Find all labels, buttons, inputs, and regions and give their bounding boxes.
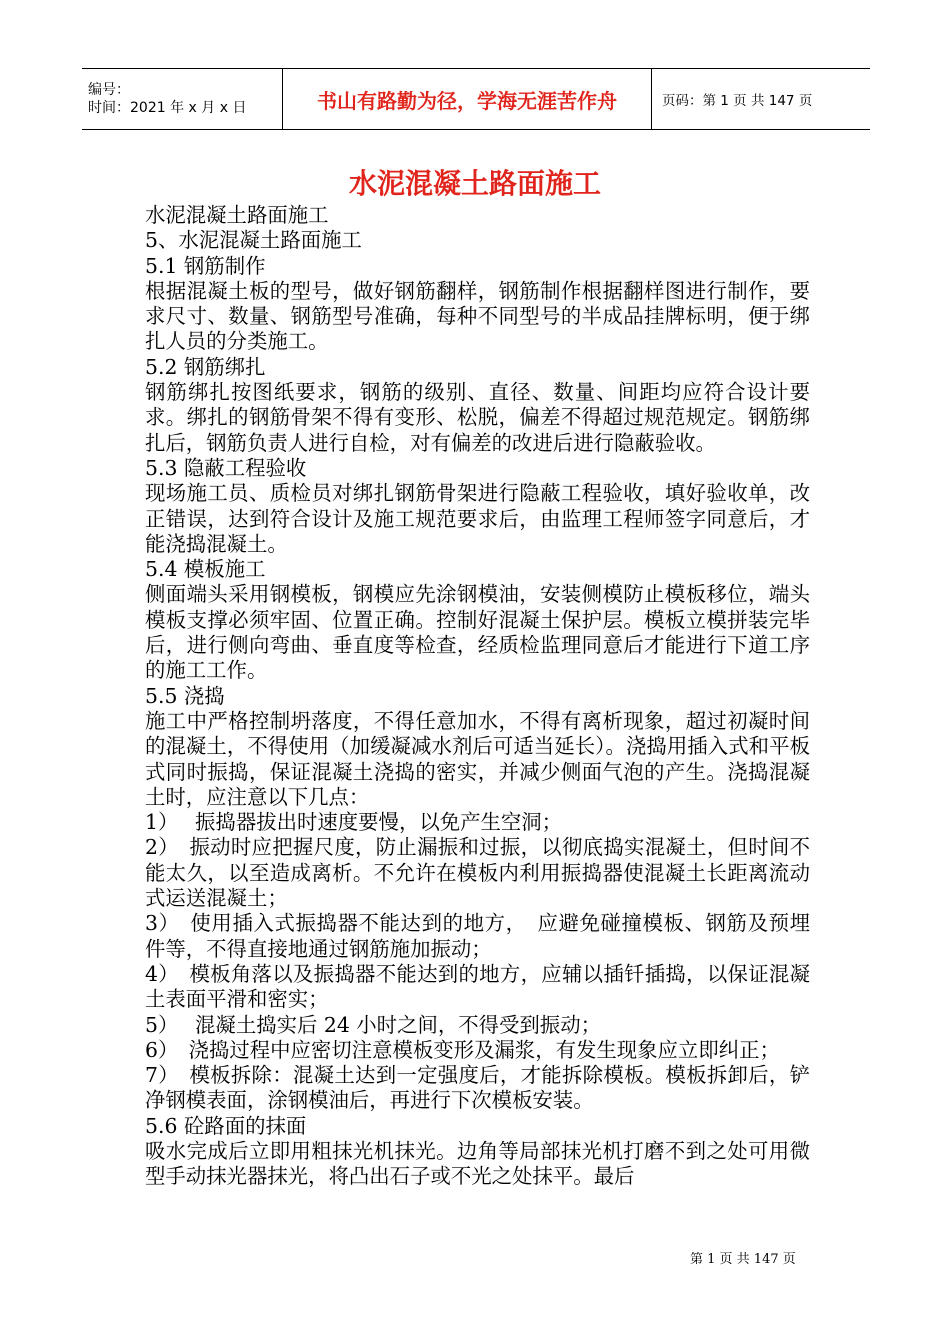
paragraph: 吸水完成后立即用粗抹光机抹光。边角等局部抹光机打磨不到之处可用微型手动抹光器抹光，将凸出石子或不光之处抹平。最后 [145,1138,810,1189]
header-meta [82,69,282,129]
list-item: 1） 振捣器拔出时速度要慢，以免产生空洞； [145,810,563,835]
doc-date-label: 时间：2021 年 x 月 x 日 [88,100,247,116]
section-heading: 5.3 隐蔽工程验收 [145,455,307,480]
motto-text: 书山有路勤为径，学海无涯苦作舟 [317,88,617,113]
header-motto [282,69,652,129]
document-title: 水泥混凝土路面施工 [348,167,601,200]
section-heading: 5.4 模板施工 [145,557,266,582]
list-item: 6） 浇捣过程中应密切注意模板变形及漏浆，有发生现象应立即纠正； [145,1037,780,1062]
page-header [82,68,870,130]
list-item: 7） 模板拆除：混凝土达到一定强度后，才能拆除模板。模板拆卸后，铲净钢模表面，涂钢模油后，再进行下次模板安装。 [145,1063,810,1113]
section-heading: 5.1 钢筋制作 [145,253,266,278]
section-heading: 5.6 砼路面的抹面 [145,1113,307,1138]
list-item: 5） 混凝土捣实后 24 小时之间，不得受到振动； [145,1012,601,1037]
doc-number-label: 编号： [88,82,130,98]
list-item: 2） 振动时应把握尺度，防止漏振和过振，以彻底捣实混凝土，但时间不能太久，以至造成离析。不允许在模板内利用振捣器使混凝土长距离流动式运送混凝土； [145,835,810,911]
section-heading: 5、水泥混凝土路面施工 [145,228,362,253]
header-page-info: 页码：第 1 页 共 147 页 [662,93,813,109]
paragraph: 水泥混凝土路面施工 [145,203,329,227]
page-footer: 第 1 页 共 147 页 [690,1252,796,1267]
paragraph: 现场施工员、质检员对绑扎钢筋骨架进行隐蔽工程验收，填好验收单，改正错误，达到符合设计及施工规范要求后，由监理工程师签字同意后，才能浇捣混凝土。 [145,481,810,556]
paragraph: 根据混凝土板的型号，做好钢筋翻样，钢筋制作根据翻样图进行制作，要求尺寸、数量、钢筋型号准确，每种不同型号的半成品挂牌标明，便于绑扎人员的分类施工。 [145,278,810,354]
paragraph: 钢筋绑扎按图纸要求，钢筋的级别、直径、数量、间距均应符合设计要求。绑扎的钢筋骨架不得有变形、松脱，偏差不得超过规范规定。钢筋绑扎后，钢筋负责人进行自检，对有偏差的改进后进行隐蔽验收。 [145,380,810,455]
paragraph: 施工中严格控制坍落度，不得任意加水，不得有离析现象，超过初凝时间的混凝土，不得使用（加缓凝减水剂后可适当延长）。浇捣用插入式和平板式同时振捣，保证混凝土浇捣的密实，并减少侧面气泡的产生。浇捣混凝土时，应注意以下几点： [145,708,810,809]
document-body [145,203,810,1190]
list-item: 3） 使用插入式振捣器不能达到的地方， 应避免碰撞模板、钢筋及预埋件等，不得直接地通过钢筋施加振动； [145,911,810,961]
section-heading: 5.2 钢筋绑扎 [145,354,266,379]
list-item: 4） 模板角落以及振捣器不能达到的地方，应辅以插钎插捣，以保证混凝土表面平滑和密实； [145,961,810,1012]
paragraph: 侧面端头采用钢模板，钢模应先涂钢模油，安装侧模防止模板移位，端头模板支撑必须牢固、位置正确。控制好混凝土保护层。模板立模拼装完毕后，进行侧向弯曲、垂直度等检查，经质检监理同意后才能进行下道工序的施工工作。 [145,582,810,683]
section-heading: 5.5 浇捣 [145,683,225,708]
